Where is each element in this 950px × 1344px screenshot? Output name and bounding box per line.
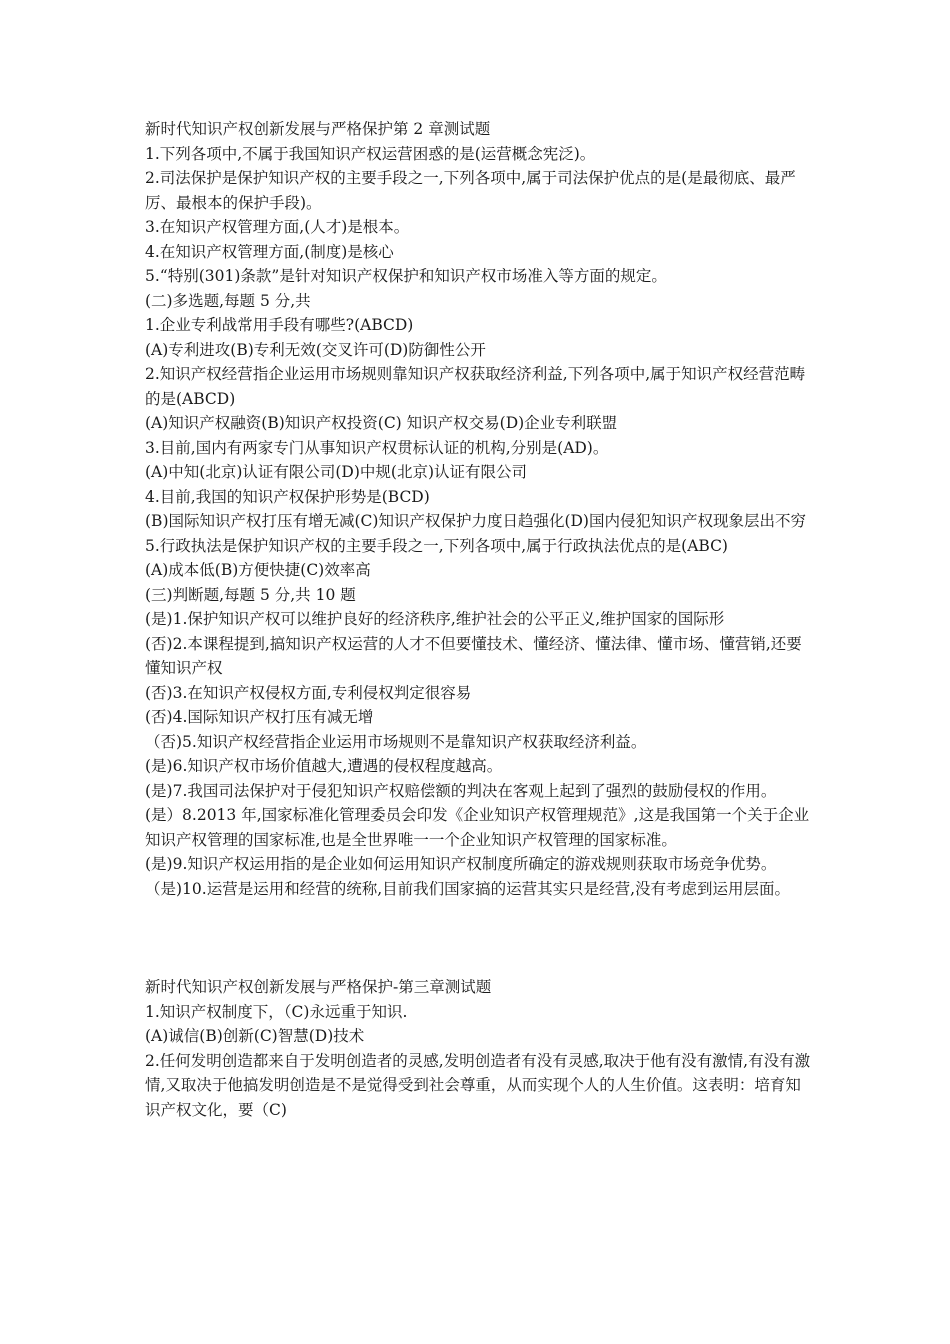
text-line: 1.下列各项中,不属于我国知识产权运营困惑的是(运营概念宪泛)。 [145, 144, 596, 163]
section-spacer [145, 901, 815, 975]
text-line: (A)中知(北京)认证有限公司(D)中规(北京)认证有限公司 [145, 463, 527, 481]
section-title: 新时代知识产权创新发展与严格保护-第三章测试题 [145, 978, 492, 996]
text-line: (A)专利进攻(B)专利无效(交叉许可(D)防御性公开 [145, 340, 486, 359]
text-line: (是）8.2013 年,国家标准化管理委员会印发《企业知识产权管理规范》,这是我国第一个关于企业知识产权管理的国家标准,也是全世界唯一一个企业知识产权管理的国家标准。 [145, 806, 810, 849]
text-line: 1.知识产权制度下，（C)永远重于知识. [145, 1002, 408, 1021]
text-line: 4.在知识产权管理方面,(制度)是核心 [145, 242, 394, 261]
section-heading: (三)判断题,每题 5 分,共 10 题 [145, 585, 356, 604]
text-line: (否)2.本课程提到,搞知识产权运营的人才不但要懂技术、懂经济、懂法律、懂市场、懂营销,还要懂知识产权 [145, 634, 802, 677]
text-line: (A)诚信(B)创新(C)智慧(D)技术 [145, 1027, 365, 1045]
text-line: 3.目前,国内有两家专门从事知识产权贯标认证的机构,分别是(AD)。 [145, 438, 609, 457]
text-line: 2.知识产权经营指企业运用市场规则靠知识产权获取经济利益,下列各项中,属于知识产权经营范畴的是(ABCD) [145, 365, 806, 408]
text-line: 1.企业专利战常用手段有哪些?(ABCD) [145, 316, 414, 334]
text-line: (是)7.我国司法保护对于侵犯知识产权赔偿额的判决在客观上起到了强烈的鼓励侵权的作用。 [145, 781, 777, 800]
text-line: （是)10.运营是运用和经营的统称,目前我们国家搞的运营其实只是经营,没有考虑到运用层面。 [145, 879, 791, 898]
section2-body [145, 1000, 815, 1123]
section1-body [145, 142, 815, 902]
text-line: (A)成本低(B)方便快捷(C)效率高 [145, 561, 371, 579]
text-line: 5.行政执法是保护知识产权的主要手段之一,下列各项中,属于行政执法优点的是(ABC) [145, 536, 728, 555]
text-line: （否)5.知识产权经营指企业运用市场规则不是靠知识产权获取经济利益。 [145, 732, 647, 751]
text-line: 5.“特别(301)条款”是针对知识产权保护和知识产权市场准入等方面的规定。 [145, 267, 667, 285]
document-page [145, 117, 815, 1122]
section-title: 新时代知识产权创新发展与严格保护第 2 章测试题 [145, 120, 491, 138]
text-line: (否)3.在知识产权侵权方面,专利侵权判定很容易 [145, 683, 472, 702]
text-line: 3.在知识产权管理方面,(人才)是根本。 [145, 218, 410, 236]
text-line: 4.目前,我国的知识产权保护形势是(BCD) [145, 487, 430, 506]
text-line: (A)知识产权融资(B)知识产权投资(C) 知识产权交易(D)企业专利联盟 [145, 414, 618, 432]
text-line: (是)1.保护知识产权可以维护良好的经济秩序,维护社会的公平正义,维护国家的国际形 [145, 610, 725, 628]
text-line: (是)9.知识产权运用指的是企业如何运用知识产权制度所确定的游戏规则获取市场竞争优势。 [145, 855, 777, 873]
text-line: (B)国际知识产权打压有增无减(C)知识产权保护力度日趋强化(D)国内侵犯知识产权现象层出不穷 [145, 512, 806, 530]
section-heading: (二)多选题,每题 5 分,共 [145, 291, 311, 310]
text-line: 2.司法保护是保护知识产权的主要手段之一,下列各项中,属于司法保护优点的是(是最彻底、最严厉、最根本的保护手段)。 [145, 169, 796, 212]
text-line: 2.任何发明创造都来自于发明创造者的灵感,发明创造者有没有灵感,取决于他有没有激情,有没有激情,又取决于他搞发明创造是不是觉得受到社会尊重，从而实现个人的人生价值。这表明：培育知识产权文化，要（C) [145, 1051, 811, 1119]
text-line: (是)6.知识产权市场价值越大,遭遇的侵权程度越高。 [145, 757, 503, 775]
text-line: (否)4.国际知识产权打压有减无增 [145, 708, 374, 726]
